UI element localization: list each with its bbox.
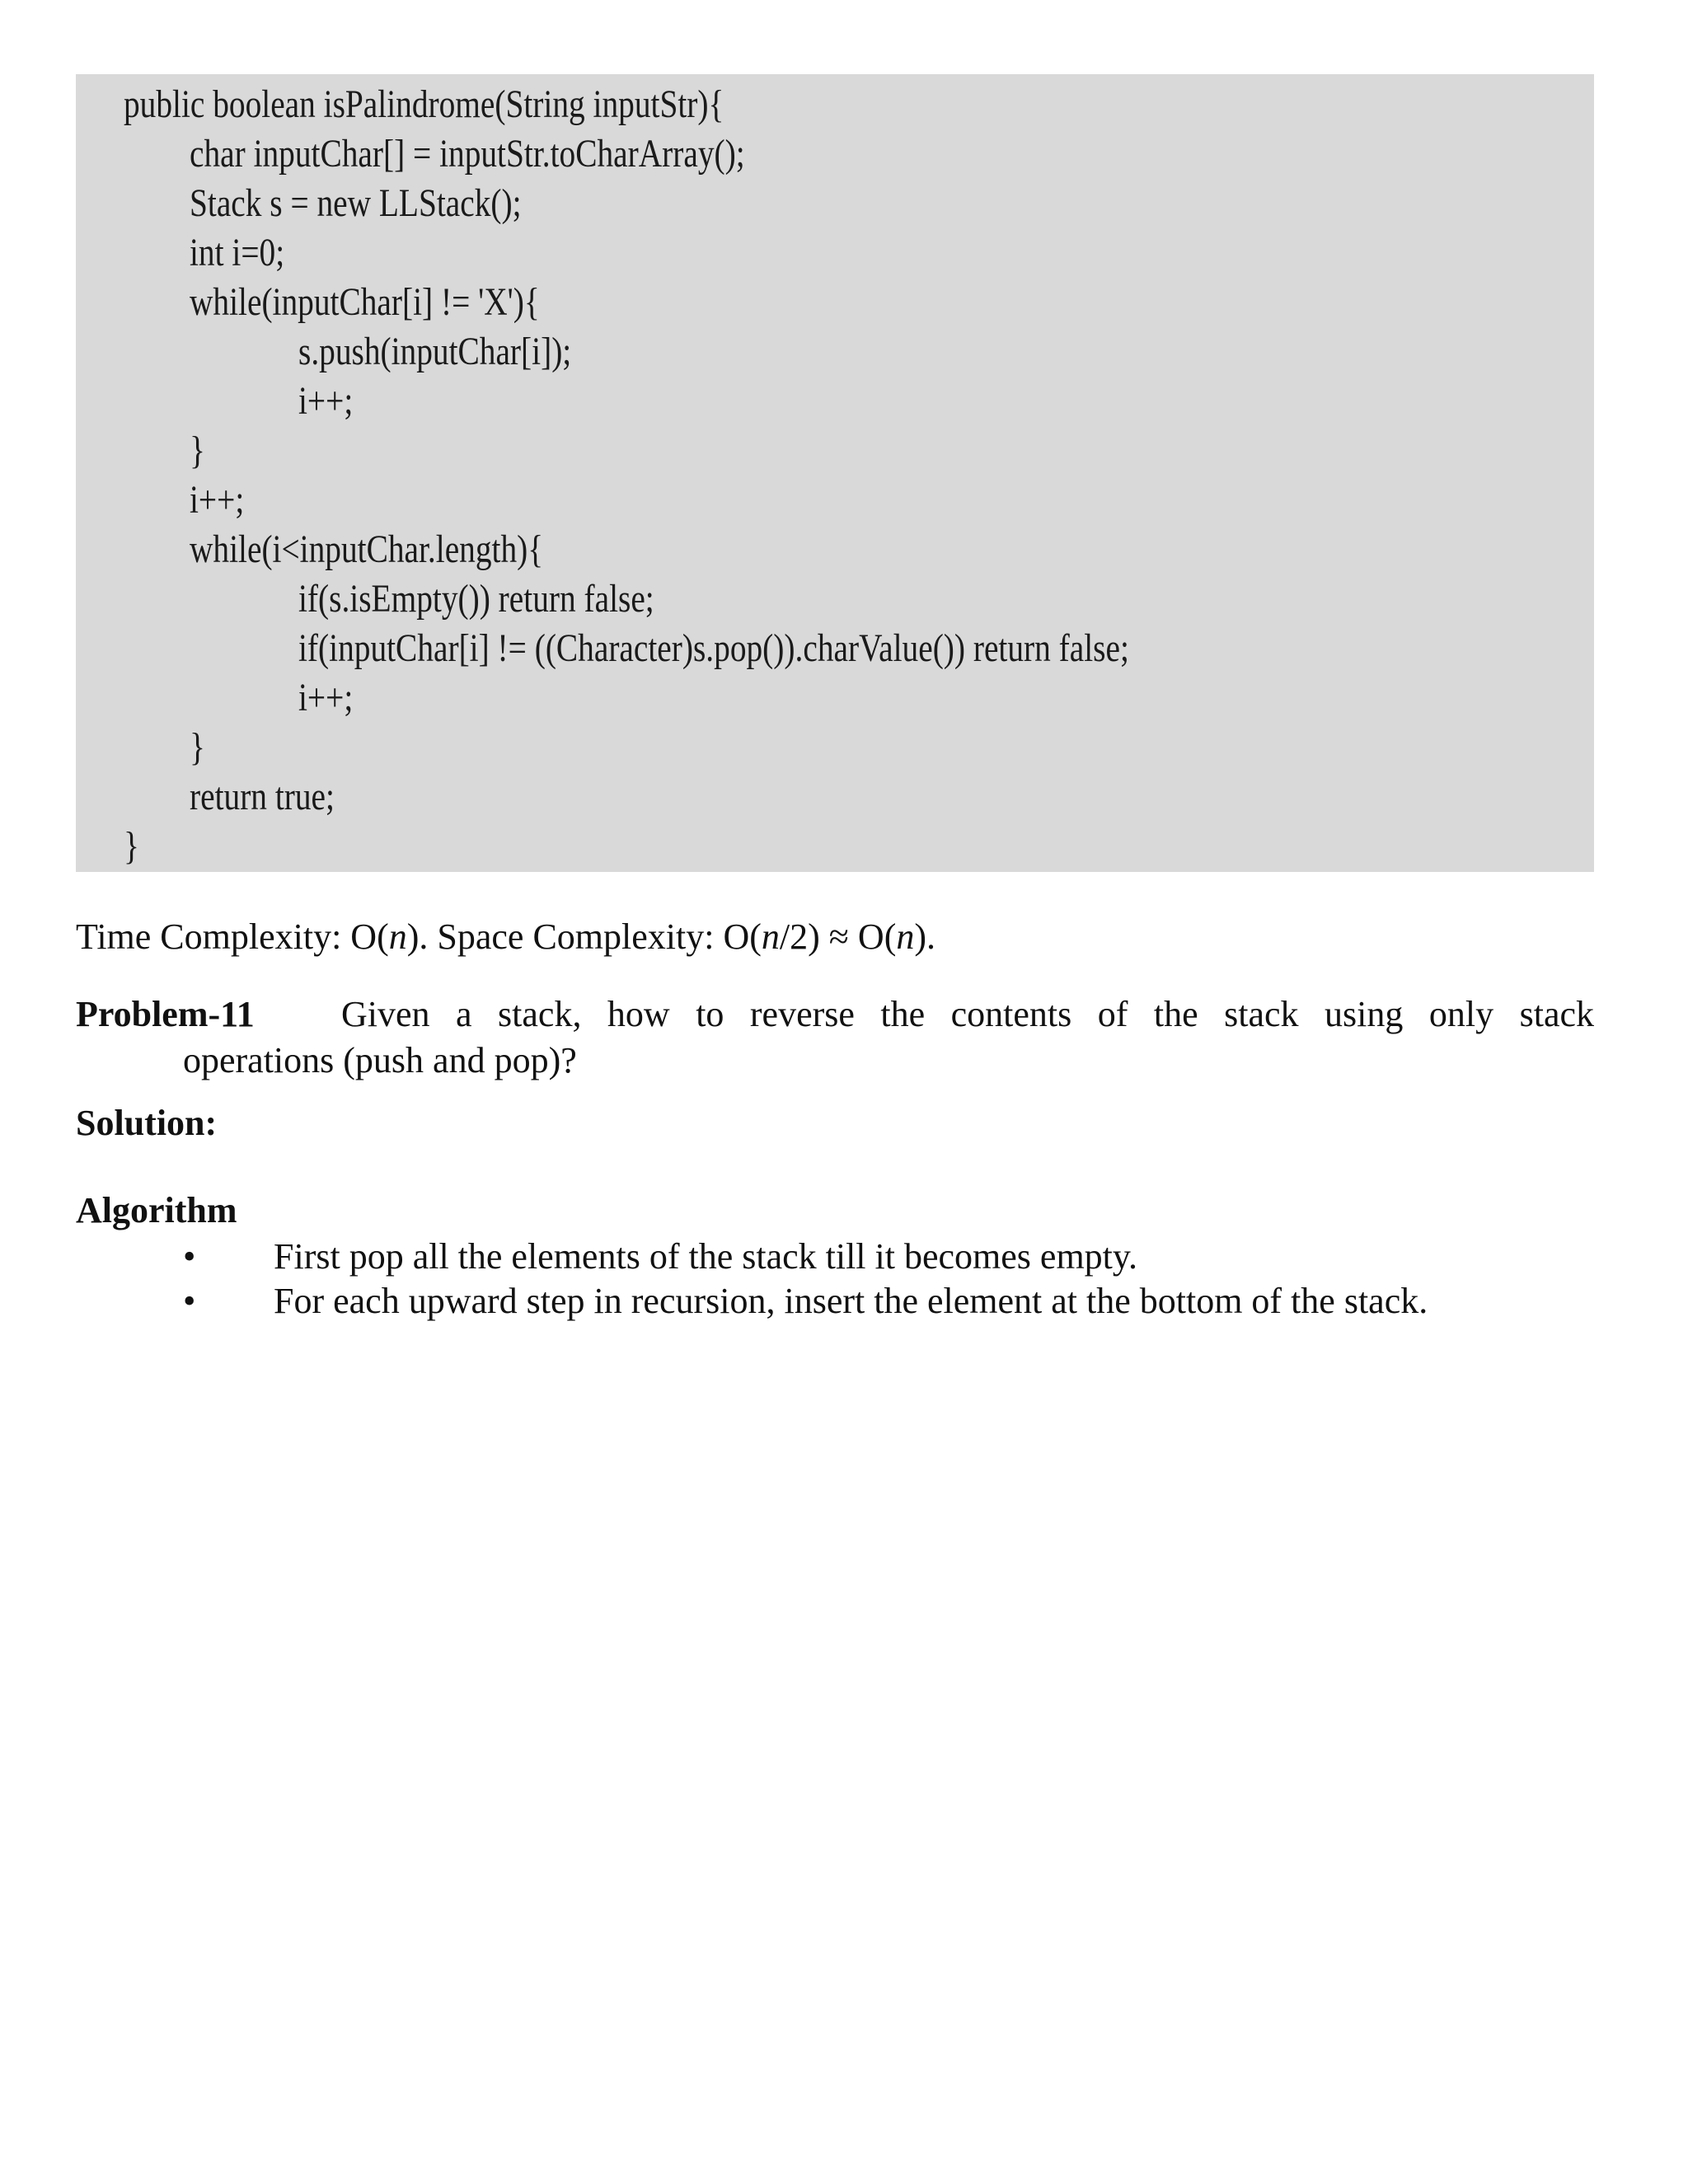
code-line: } [190, 429, 205, 472]
complexity-var: n [896, 916, 915, 957]
code-line: i++; [298, 379, 354, 423]
problem-text-continued: operations (push and pop)? [183, 1040, 577, 1080]
code-line: } [190, 725, 205, 769]
code-line: i++; [190, 478, 245, 522]
code-line: if(s.isEmpty()) return false; [298, 577, 654, 621]
code-line: s.push(inputChar[i]); [298, 330, 572, 373]
solution-heading: Solution: [76, 1103, 218, 1143]
code-line: } [124, 824, 139, 868]
algorithm-heading: Algorithm [76, 1190, 237, 1230]
list-item-text: For each upward step in recursion, insert the element at the bottom of the stack. [274, 1281, 1428, 1321]
complexity-var: n [388, 916, 407, 957]
code-block [76, 74, 1594, 872]
complexity-text: Time Complexity: O( [76, 916, 389, 957]
complexity-text: /2) ≈ O( [779, 916, 897, 957]
complexity-note [76, 915, 935, 959]
code-line: Stack s = new LLStack(); [190, 181, 522, 225]
bullet-icon: • [183, 1281, 196, 1321]
complexity-text: ). [914, 916, 935, 957]
complexity-var: n [761, 916, 780, 957]
code-line: i++; [298, 676, 354, 719]
code-line: while(i<inputChar.length){ [190, 527, 544, 571]
list-item-text: First pop all the elements of the stack till it becomes empty. [274, 1236, 1138, 1277]
code-line: return true; [190, 775, 335, 818]
code-line: public boolean isPalindrome(String inputStr){ [124, 82, 724, 126]
problem-label: Problem-11 [76, 994, 255, 1034]
problem-statement [76, 992, 1594, 1037]
code-line: char inputChar[] = inputStr.toCharArray(); [190, 132, 745, 176]
code-line: if(inputChar[i] != ((Character)s.pop()).charValue()) return false; [298, 626, 1129, 670]
bullet-icon: • [183, 1236, 196, 1277]
code-line: int i=0; [190, 231, 285, 274]
code-line: while(inputChar[i] != 'X'){ [190, 280, 540, 324]
problem-text: Given a stack, how to reverse the contents of the stack using only stack [341, 994, 1594, 1034]
complexity-text: ). Space Complexity: O( [406, 916, 762, 957]
